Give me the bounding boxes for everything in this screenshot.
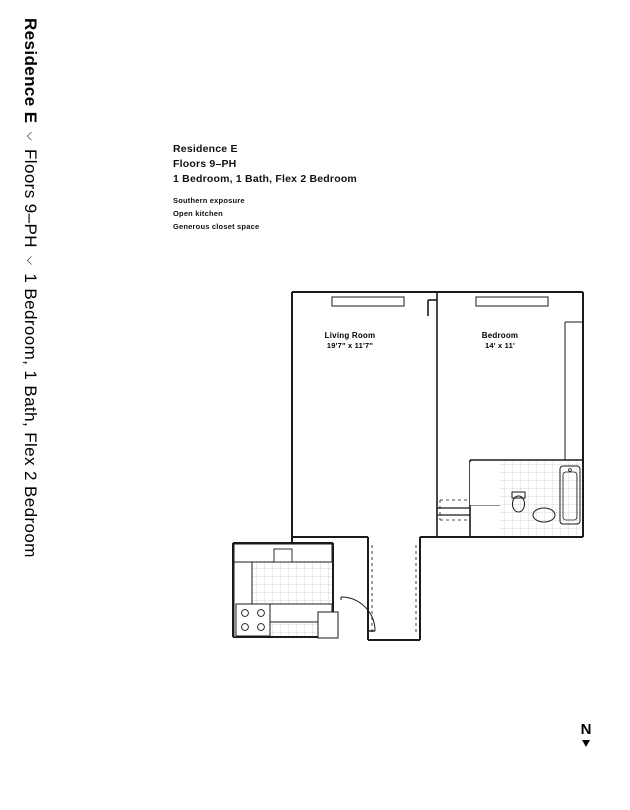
kitchen-fixtures bbox=[234, 544, 338, 638]
vertical-title-layout: 1 Bedroom, 1 Bath, Flex 2 Bedroom bbox=[21, 273, 40, 558]
header-line-residence: Residence E bbox=[173, 143, 238, 155]
room-name-living-room: Living Room bbox=[324, 331, 376, 340]
plan-windows bbox=[306, 292, 583, 306]
bathroom-fixtures bbox=[470, 462, 581, 535]
vertical-title-separator-2: ⌵ bbox=[24, 255, 38, 266]
compass-arrow-icon bbox=[582, 740, 590, 747]
vertical-title-floors: Floors 9–PH bbox=[21, 149, 40, 248]
feature-item-exposure: Southern exposure bbox=[173, 196, 245, 205]
vertical-title-residence: Residence E bbox=[21, 18, 40, 124]
room-dimensions-living-room: 19'7" x 11'7" bbox=[326, 341, 374, 351]
room-label-living-room bbox=[300, 331, 400, 351]
feature-item-kitchen: Open kitchen bbox=[173, 209, 223, 219]
header-line-layout: 1 Bedroom, 1 Bath, Flex 2 Bedroom bbox=[173, 172, 357, 185]
room-dimensions-bedroom: 14' x 11' bbox=[485, 341, 515, 351]
compass-letter-n: N bbox=[580, 721, 592, 738]
feature-item-closet: Generous closet space bbox=[173, 222, 260, 232]
header-line-floors: Floors 9–PH bbox=[173, 157, 237, 170]
room-label-bedroom bbox=[455, 331, 545, 351]
room-name-bedroom: Bedroom bbox=[481, 331, 519, 340]
compass-north-indicator bbox=[572, 722, 600, 747]
vertical-title-separator-1: ⌵ bbox=[24, 131, 38, 142]
entry-door-swing bbox=[341, 597, 375, 631]
